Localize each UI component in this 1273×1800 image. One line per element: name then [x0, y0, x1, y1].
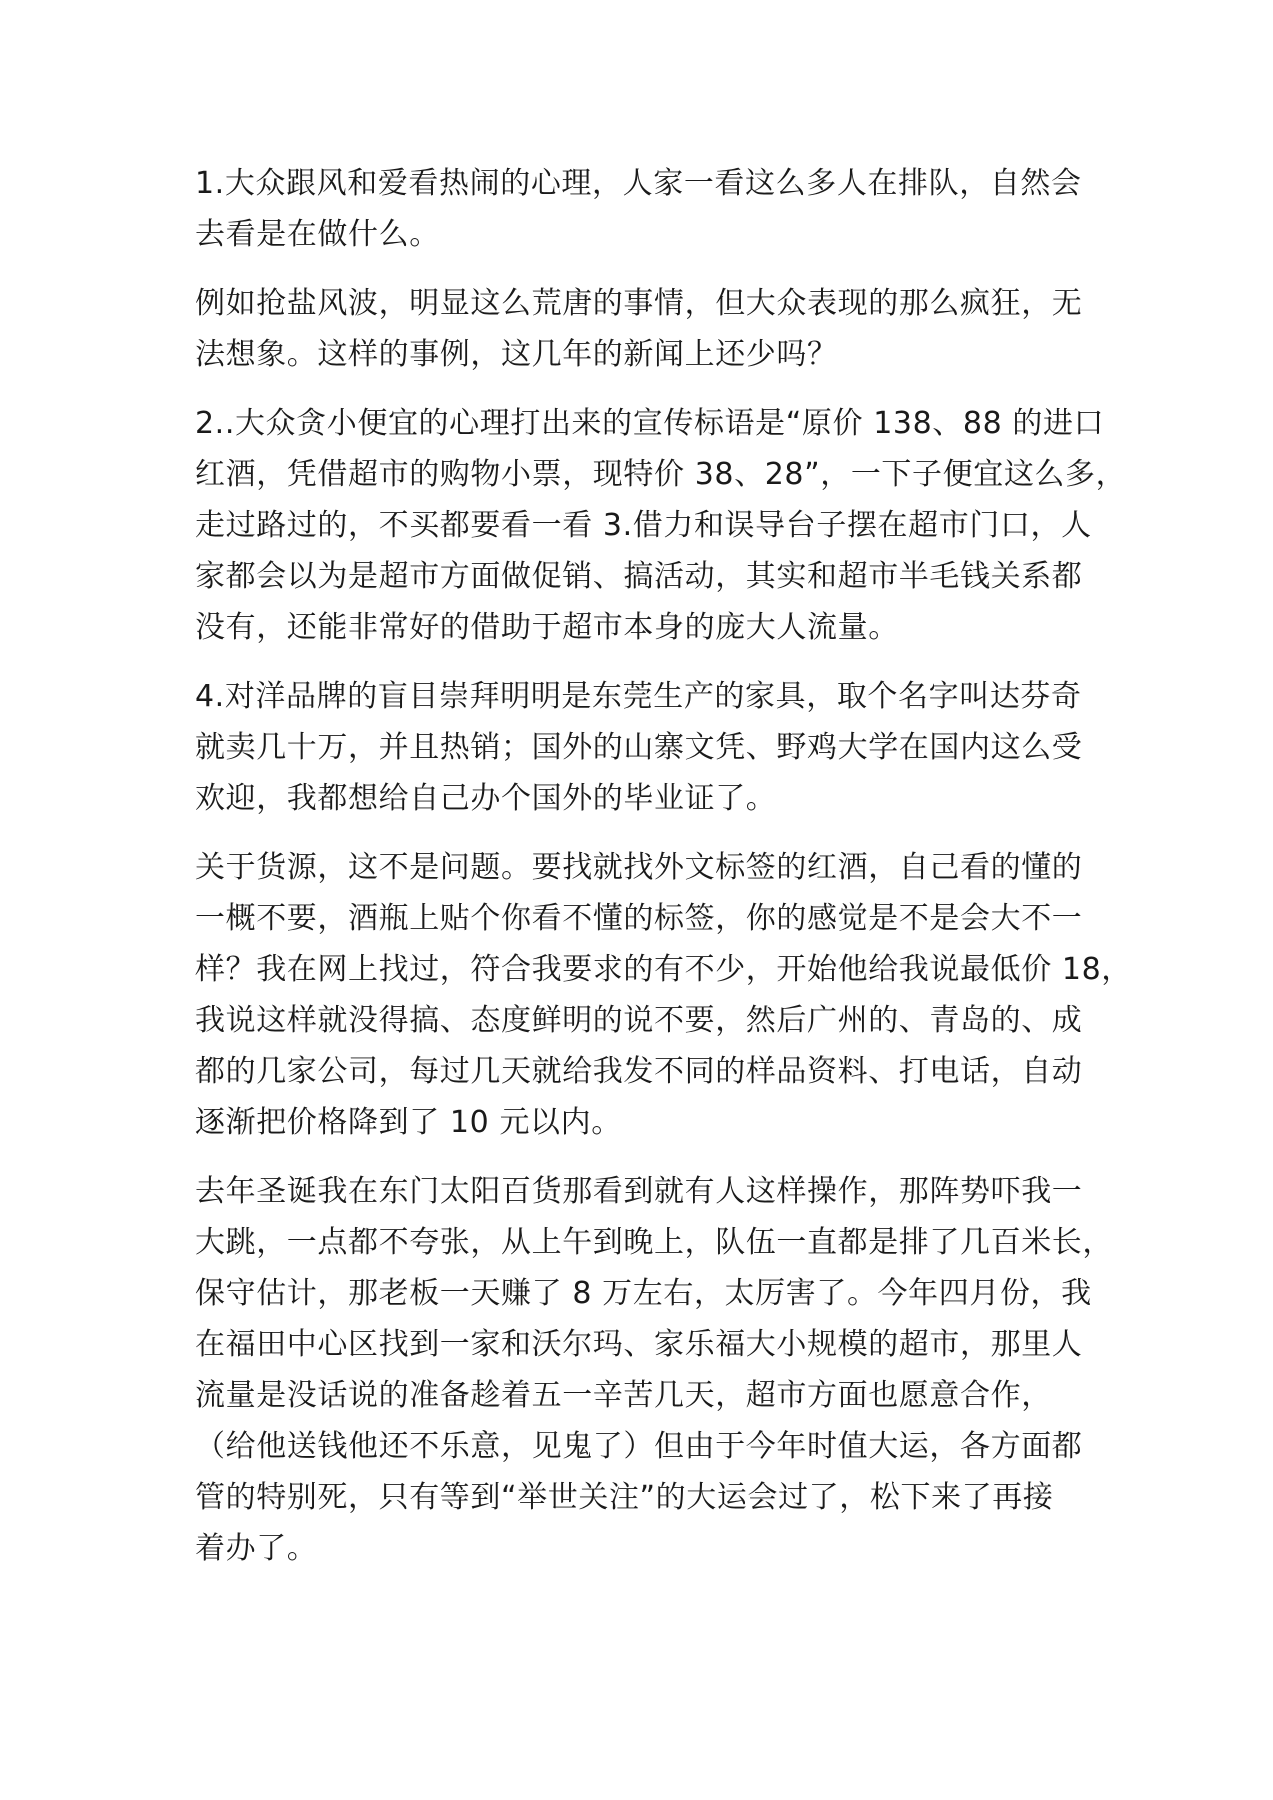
text-line: 保守估计，那老板一天赚了 8 万左右，太厉害了。今年四月份，我	[195, 1276, 1092, 1311]
text-line: 欢迎，我都想给自己办个国外的毕业证了。	[195, 781, 777, 816]
text-line: 没有，还能非常好的借助于超市本身的庞大人流量。	[195, 610, 899, 645]
text-line: 管的特别死，只有等到“举世关注”的大运会过了，松下来了再接	[195, 1480, 1054, 1515]
text-line: 流量是没话说的准备趁着五一辛苦几天，超市方面也愿意合作，	[195, 1378, 1052, 1413]
text-line: 4.对洋品牌的盲目崇拜明明是东莞生产的家具，取个名字叫达芬奇	[195, 679, 1082, 714]
text-line: 例如抢盐风波，明显这么荒唐的事情，但大众表现的那么疯狂，无	[195, 286, 1083, 321]
paragraph-4	[195, 671, 1135, 824]
paragraph-5	[195, 842, 1135, 1148]
paragraph-3	[195, 398, 1135, 653]
paragraph-1	[195, 158, 1135, 260]
text-line: 走过路过的，不买都要看一看 3.借力和误导台子摆在超市门口，人	[195, 508, 1092, 543]
text-line: 一概不要，酒瓶上贴个你看不懂的标签，你的感觉是不是会大不一	[195, 901, 1083, 936]
text-line: 逐渐把价格降到了 10 元以内。	[195, 1105, 622, 1140]
text-line: 2..大众贪小便宜的心理打出来的宣传标语是“原价 138、88 的进口	[195, 406, 1105, 441]
text-line: 在福田中心区找到一家和沃尔玛、家乐福大小规模的超市，那里人	[195, 1327, 1083, 1362]
text-line: 家都会以为是超市方面做促销、搞活动，其实和超市半毛钱关系都	[195, 559, 1083, 594]
text-line: 我说这样就没得搞、态度鲜明的说不要，然后广州的、青岛的、成	[195, 1003, 1083, 1038]
paragraph-6	[195, 1166, 1135, 1574]
document-body	[195, 158, 1135, 1592]
paragraph-2	[195, 278, 1135, 380]
text-line: 红酒，凭借超市的购物小票，现特价 38、28”，一下子便宜这么多，	[195, 457, 1127, 492]
text-line: 关于货源，这不是问题。要找就找外文标签的红酒，自己看的懂的	[195, 850, 1083, 885]
text-line: 都的几家公司，每过几天就给我发不同的样品资料、打电话，自动	[195, 1054, 1083, 1089]
text-line: 法想象。这样的事例，这几年的新闻上还少吗？	[195, 337, 838, 372]
text-line: 1.大众跟风和爱看热闹的心理，人家一看这么多人在排队，自然会	[195, 166, 1082, 201]
text-line: 样？我在网上找过，符合我要求的有不少，开始他给我说最低价 18，	[195, 952, 1132, 987]
text-line: 去看是在做什么。	[195, 217, 440, 252]
text-line: 大跳，一点都不夸张，从上午到晚上，队伍一直都是排了几百米长，	[195, 1225, 1113, 1260]
text-line: 着办了。	[195, 1531, 318, 1566]
text-line: 就卖几十万，并且热销；国外的山寨文凭、野鸡大学在国内这么受	[195, 730, 1083, 765]
text-line: 去年圣诞我在东门太阳百货那看到就有人这样操作，那阵势吓我一	[195, 1174, 1083, 1209]
text-line: （给他送钱他还不乐意，见鬼了）但由于今年时值大运，各方面都	[195, 1429, 1083, 1464]
